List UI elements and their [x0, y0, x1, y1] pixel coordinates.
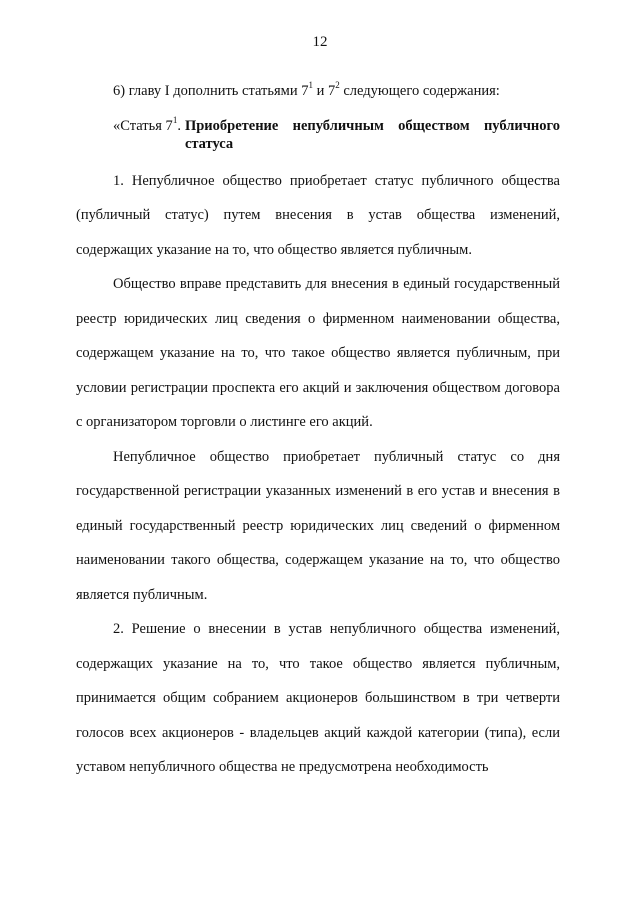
- paragraph-3: Непубличное общество приобретает публичный статус со дня государственной регистрации указанных изменений в его устав и внесения в единый государственный реестр юридических лиц сведений о фирменном наименовании такого общества, содержащем указание на то, что общество является публичным.: [76, 448, 560, 603]
- paragraph-4: 2. Решение о внесении в устав непубличного общества изменений, содержащих указание на то, что такое общество является публичным, принимается общим собранием акционеров большинством в три четверти голосов всех акционеров - владельцев акций каждой категории (типа), если уставом непубличного общества не предусмотрена необходимость: [76, 621, 560, 775]
- intro-text-c: следующего содержания:: [339, 83, 500, 99]
- paragraph-2: Общество вправе представить для внесения в единый государственный реестр юридических лиц сведения о фирменном наименовании общества, содержащем указание на то, что такое общество является публичным, при условии регистрации проспекта его акций и заключения обществом договора с организатором торговли о листинге его акций.: [76, 276, 560, 430]
- intro-sup-b: 2: [335, 80, 340, 91]
- document-body: [76, 74, 560, 785]
- article-heading: [76, 111, 560, 164]
- intro-text-b: и 7: [312, 83, 336, 99]
- article-prefix-b: .: [177, 117, 181, 134]
- article-prefix-a: «Статья 7: [113, 117, 173, 134]
- amendment-intro: [76, 74, 560, 109]
- page-number: 12: [312, 34, 328, 50]
- intro-sup-a: 1: [308, 80, 313, 91]
- article-title: Приобретение непубличным обществом публичного статуса: [184, 117, 560, 152]
- article-number: [76, 114, 181, 153]
- article-prefix-sup: 1: [172, 114, 178, 125]
- intro-text-a: 6) главу I дополнить статьями 7: [113, 83, 309, 99]
- paragraph-1: 1. Непубличное общество приобретает статус публичного общества (публичный статус) путем внесения в устав общества изменений, содержащих указание на то, что общество является публичным.: [76, 172, 560, 258]
